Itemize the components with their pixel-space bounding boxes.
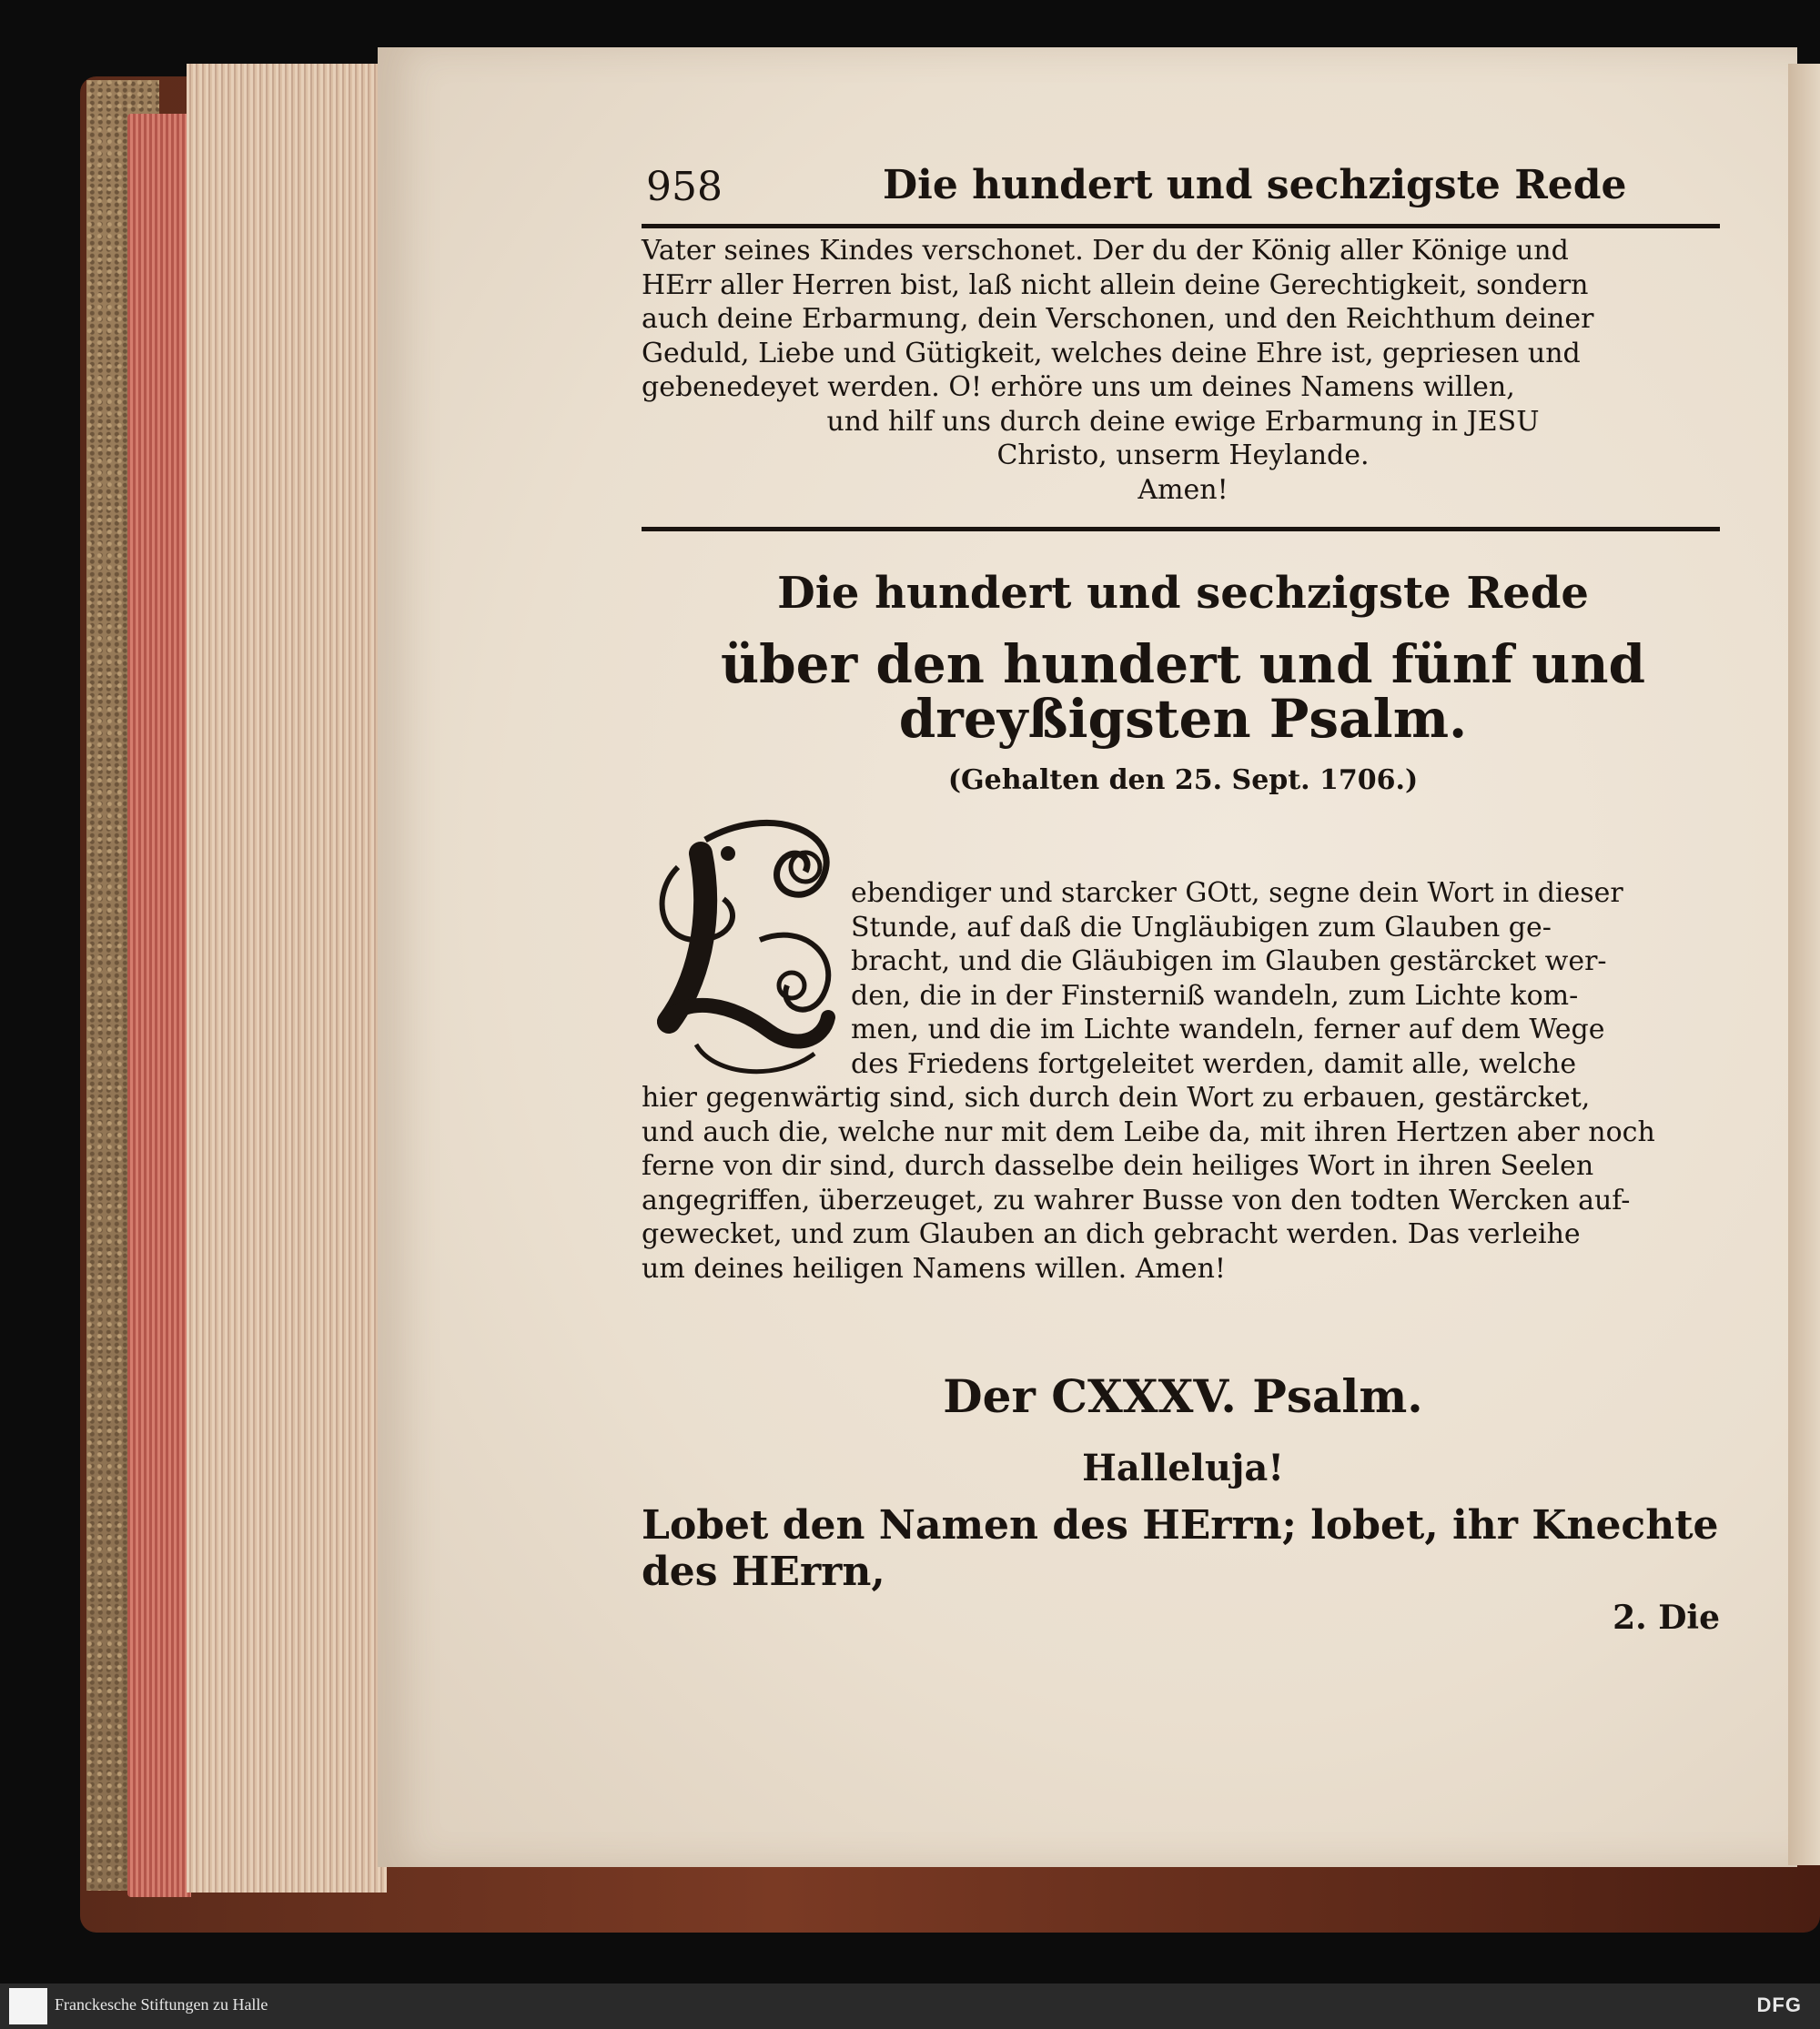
opening-line: men, und die im Lichte wandeln, ferner auf dem Wege	[851, 1014, 1605, 1045]
prayer-line-centered: Christo, unserm Heylande.	[996, 439, 1370, 471]
opening-line: ebendiger und starcker GOtt, segne dein Wort in dieser	[851, 877, 1623, 909]
header-rule	[642, 224, 1720, 228]
opening-line: des Friedens fortgeleitet werden, damit alle, welche	[851, 1047, 1577, 1080]
sermon-subtitle: über den hundert und fünf und dreyßigsten Psalm.	[720, 633, 1646, 750]
sermon-date: (Gehalten den 25. Sept. 1706.)	[947, 764, 1419, 796]
prayer-line: HErr aller Herren bist, laß nicht allein deine Gerechtigkeit, sondern	[642, 268, 1589, 301]
page-header	[642, 155, 1724, 218]
red-page-edges	[127, 114, 191, 1897]
opening-line: gewecket, und zum Glauben an dich gebracht werden. Das verleihe	[642, 1218, 1581, 1250]
section-rule	[642, 527, 1720, 531]
prayer-line-centered: und hilf uns durch deine ewige Erbarmung in JESU	[826, 405, 1540, 438]
dfg-logo: DFG	[1756, 1994, 1802, 2016]
institution-logo-icon	[9, 1988, 47, 2024]
opening-line: ferne von dir sind, durch dasselbe dein heiliges Wort in ihren Seelen	[642, 1150, 1594, 1182]
prayer-line: auch deine Erbarmung, dein Verschonen, und den Reichthum deiner	[642, 303, 1594, 335]
institution-name: Franckesche Stiftungen zu Halle	[55, 1995, 268, 2014]
opening-prayer	[642, 813, 1724, 1340]
opening-line: angegriffen, überzeuget, zu wahrer Busse von den todten Wercken auf-	[642, 1184, 1631, 1216]
opening-line: den, die in der Finsterniß wandeln, zum Lichte kom-	[851, 979, 1579, 1012]
opening-line: Stunde, auf daß die Ungläubigen zum Glauben ge-	[851, 911, 1552, 944]
page-stack	[187, 64, 387, 1893]
prayer-line: gebenedeyet werden. O! erhöre uns um deines Namens willen,	[642, 371, 1515, 403]
psalm-verse-1: Lobet den Namen des HErrn; lobet, ihr Knechte des HErrn,	[642, 1502, 1719, 1595]
opening-line: um deines heiligen Namens willen. Amen!	[642, 1252, 1226, 1285]
running-title: Die hundert und sechzigste Rede	[883, 162, 1627, 208]
opening-line: hier gegenwärtig sind, sich durch dein Wort zu erbauen, gestärcket,	[642, 1082, 1591, 1114]
decorative-initial	[642, 813, 860, 1085]
page-number: 958	[646, 164, 723, 210]
opening-text-full	[642, 1081, 1724, 1286]
viewer-footer	[0, 1984, 1820, 2029]
catchword: 2. Die	[1613, 1599, 1720, 1637]
facing-page-edge	[1788, 64, 1820, 1865]
closing-prayer	[642, 234, 1724, 507]
sermon-title: Die hundert und sechzigste Rede	[777, 568, 1589, 619]
prayer-line: Vater seines Kindes verschonet. Der du der König aller Könige und	[642, 235, 1569, 267]
opening-line: und auch die, welche nur mit dem Leibe da, mit ihren Hertzen aber noch	[642, 1115, 1655, 1148]
prayer-line: Geduld, Liebe und Gütigkeit, welches deine Ehre ist, gepriesen und	[642, 337, 1581, 369]
halleluja: Halleluja!	[1082, 1447, 1284, 1489]
page-content	[642, 155, 1724, 1637]
psalm-heading: Der CXXXV. Psalm.	[943, 1369, 1423, 1423]
prayer-amen: Amen!	[1138, 473, 1228, 506]
opening-line: bracht, und die Gläubigen im Glauben gestärcket wer-	[851, 945, 1607, 977]
